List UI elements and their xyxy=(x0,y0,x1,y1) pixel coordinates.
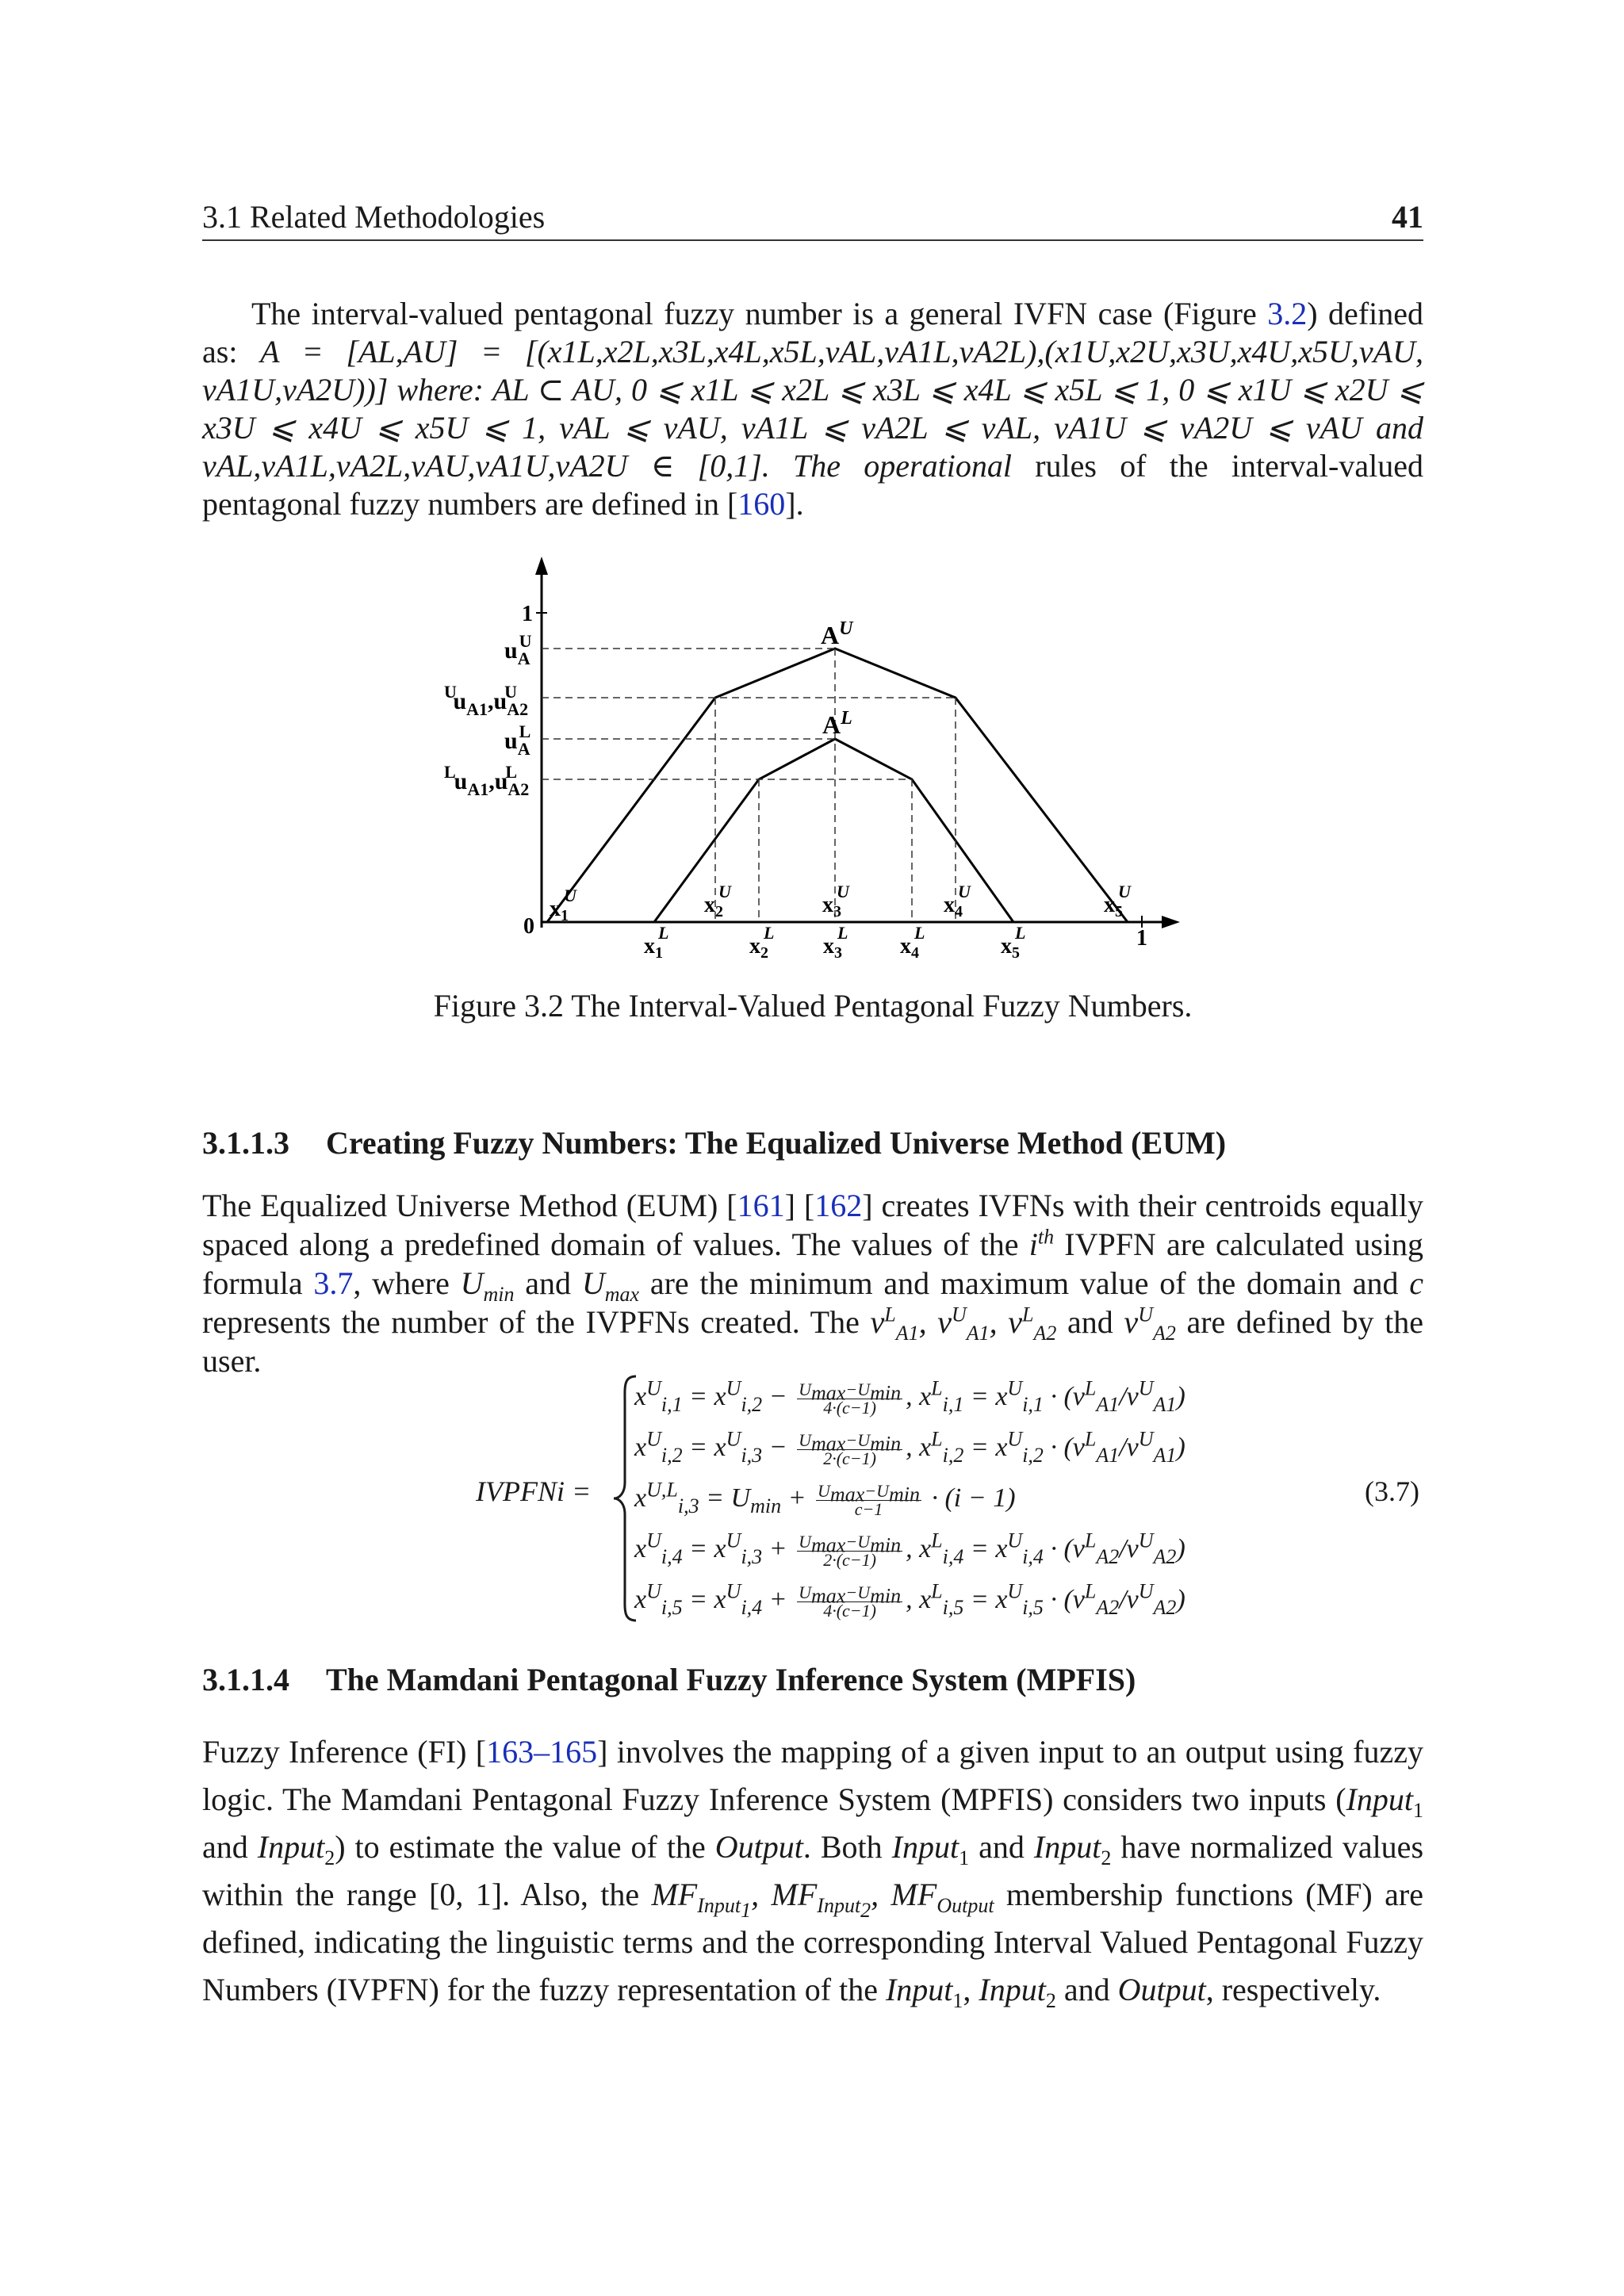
svg-text:x1U: $x_1U$ xyxy=(550,886,576,924)
svg-text:x3U: $x_3U$ xyxy=(822,882,849,920)
origin-label: 0 xyxy=(523,914,534,939)
svg-text:uAL: $u_AL$ xyxy=(504,721,531,759)
page-number: 41 xyxy=(1392,199,1423,235)
figure-link[interactable]: 3.2 xyxy=(1267,296,1308,331)
section-heading-mpfis: 3.1.1.4 The Mamdani Pentagonal Fuzzy Inference System (MPFIS) xyxy=(202,1662,1136,1697)
x-axis-arrow xyxy=(1162,916,1180,928)
formula-definition: A = [AL,AU] = [(x1L,x2L,x3L,x4L,x5L,vAL,vA1L,vA2L),(x1U,x2U,x3U,x4U,x5U,vAU, vA1U,vA2U))] where: xyxy=(202,334,1424,408)
svg-text:x5U: $x_5U$ xyxy=(1104,882,1131,920)
citation-link[interactable]: 162 xyxy=(814,1188,863,1223)
citation-link[interactable]: 160 xyxy=(737,486,786,522)
svg-text:uA1,uA2UU: $u_{A1},u_{A2}UU$ xyxy=(444,682,529,719)
fuzzy-number-figure xyxy=(428,555,1221,983)
svg-text:uA1,uA2LL: $u_{A1},u_{A2}LL$ xyxy=(444,762,530,799)
svg-text:x3L: $x_3L$ xyxy=(823,923,848,962)
upper-x-labels xyxy=(550,882,1132,924)
mpfis-paragraph: Fuzzy Inference (FI) [163–165] involves the mapping of a given input to an output using fuzzy logic. The Mamdani Pentagonal Fuzzy Inference System (MPFIS) considers two inputs (Input$_1$ and Input$_2$) to estimate the value of the Output. Both Input$_1$ and Input$_2$ have normalized values within the range [0, 1]. Also, the $MF_{Input_1}$, $MF_{Input_2}$, $MF_{Output}$ membership functions (MF) are defined, indicating the linguistic terms and the corresponding Interval Valued Pentagonal Fuzzy Numbers (IVPFN) for the fuzzy representation of the Input$_1$, Input$_2$ and Output, respectively. xyxy=(202,1734,1424,2012)
formula-membership: vAL ⩽ vAU, vA1L ⩽ vA2L ⩽ vAL, vA1U ⩽ vA2U ⩽ vAU and vAL,vA1L,vA2L,vAU,vA1U,vA2U ∈ [0,1]. The operational xyxy=(202,410,1423,484)
equation-lhs: IVPFNi = xyxy=(476,1475,592,1507)
equation-3-7 xyxy=(476,1372,1427,1625)
svg-text:x5L: $x_5L$ xyxy=(1001,923,1026,962)
section-heading-eum: 3.1.1.3 Creating Fuzzy Numbers: The Equalized Universe Method (EUM) xyxy=(202,1125,1227,1161)
equation-rows: $x^U_{i,1} = x^U_{i,2}$ − $\frac{U_{max}-U_{min}}{4\cdot(c-1)}$ , $x^L_{i,1} = x^U_{i,1} \cdot (v^L_{A1}/v^U_{A1})$ $x^U_{i,2} = x^U_{i,3}$ − $\frac{U_{max}-U_{min}}{2\cdot(c-1)}$ , $x^L_{i,2} = x^U_{i,2} \cdot (v^L_{A1}/v^U_{A1})$ $x^{U,L}_{i,3} = U_{min}$ + $\frac{U_{max}-U_{min}}{c-1}$ · (i − 1) $x^U_{i,4} = x^U_{i,3}$ + $\frac{U_{max}-U_{min}}{2\cdot(c-1)}$ , $x^L_{i,4} = x^U_{i,4} \cdot (v^L_{A2}/v^U_{A2})$ $x^U_{i,5} = x^U_{i,4}$ + $\frac{U_{max}-U_{min}}{4\cdot(c-1)}$ , $x^L_{i,5} = x^U_{i,5} \cdot (v^L_{A2}/v^U_{A2})$ xyxy=(634,1376,1185,1621)
svg-text:x2L: $x_2L$ xyxy=(749,923,775,962)
citation-link[interactable]: 161 xyxy=(737,1188,785,1223)
citation-link[interactable]: 163–165 xyxy=(486,1734,598,1770)
lower-x-labels xyxy=(644,923,1025,962)
running-header xyxy=(202,198,1423,241)
figure-caption: Figure 3.2 The Interval-Valued Pentagonal Fuzzy Numbers. xyxy=(433,988,1193,1024)
svg-text:x2U: $x_2U$ xyxy=(704,882,731,920)
eum-paragraph: The Equalized Universe Method (EUM) [161] [162] creates IVFNs with their centroids equally spaced along a predefined domain of values. The values of the $i^{th}$ IVPFN are calculated using formula 3.7, where $U_{min}$ and $U_{max}$ are the minimum and maximum value of the domain and c represents the number of the IVPFNs created. The $v^L_{A1}$, $v^U_{A1}$, $v^L_{A2}$ and $v^U_{A2}$ are defined by the user. xyxy=(202,1188,1424,1379)
svg-text:x4U: $x_4U$ xyxy=(944,882,971,920)
guide-lines xyxy=(542,649,956,922)
svg-text:x1L: $x_1L$ xyxy=(644,923,669,962)
y-tick-one: 1 xyxy=(522,602,533,626)
svg-text:uAU: $u_AU$ xyxy=(504,631,532,668)
peak-label-AU: $A^U$ xyxy=(821,618,853,649)
equation-number: (3.7) xyxy=(1365,1475,1419,1507)
x-tick-one: 1 xyxy=(1136,926,1147,951)
section-title: 3.1 Related Methodologies xyxy=(202,199,546,235)
intro-paragraph: The interval-valued pentagonal fuzzy number is a general IVFN case (Figure 3.2) defined as: A = [AL,AU] = [(x1L,x2L,x3L,x4L,x5L,vAL,vA1L,vA2L),(x1U,x2U,x3U,x4U,x5U,vAU, vA1U,vA2U))] where: AL ⊂ AU, 0 ⩽ x1L ⩽ x2L ⩽ x3L ⩽ x4L ⩽ x5L ⩽ 1, 0 ⩽ x1U ⩽ x2U ⩽ x3U ⩽ x4U ⩽ x5U ⩽ 1, vAL ⩽ vAU, vA1L ⩽ vA2L ⩽ vAL, vA1U ⩽ vA2U ⩽ vAU and vAL,vA1L,vA2L,vAU,vA1U,vA2U ∈ [0,1]. The operational rules of the interval-valued pentagonal fuzzy numbers are defined in [160]. xyxy=(202,296,1424,522)
y-axis-arrow xyxy=(535,557,548,575)
y-axis-labels xyxy=(444,631,532,799)
formula-constraints: AL ⊂ AU, 0 ⩽ x1L ⩽ x2L ⩽ x3L ⩽ x4L ⩽ x5L ⩽ 1, 0 ⩽ x1U ⩽ x2U ⩽ x3U ⩽ x4U ⩽ x5U ⩽ 1, xyxy=(202,372,1424,446)
svg-text:x4L: $x_4L$ xyxy=(900,923,925,962)
peak-label-AL: $A^L$ xyxy=(822,708,852,739)
equation-link[interactable]: 3.7 xyxy=(313,1265,354,1301)
